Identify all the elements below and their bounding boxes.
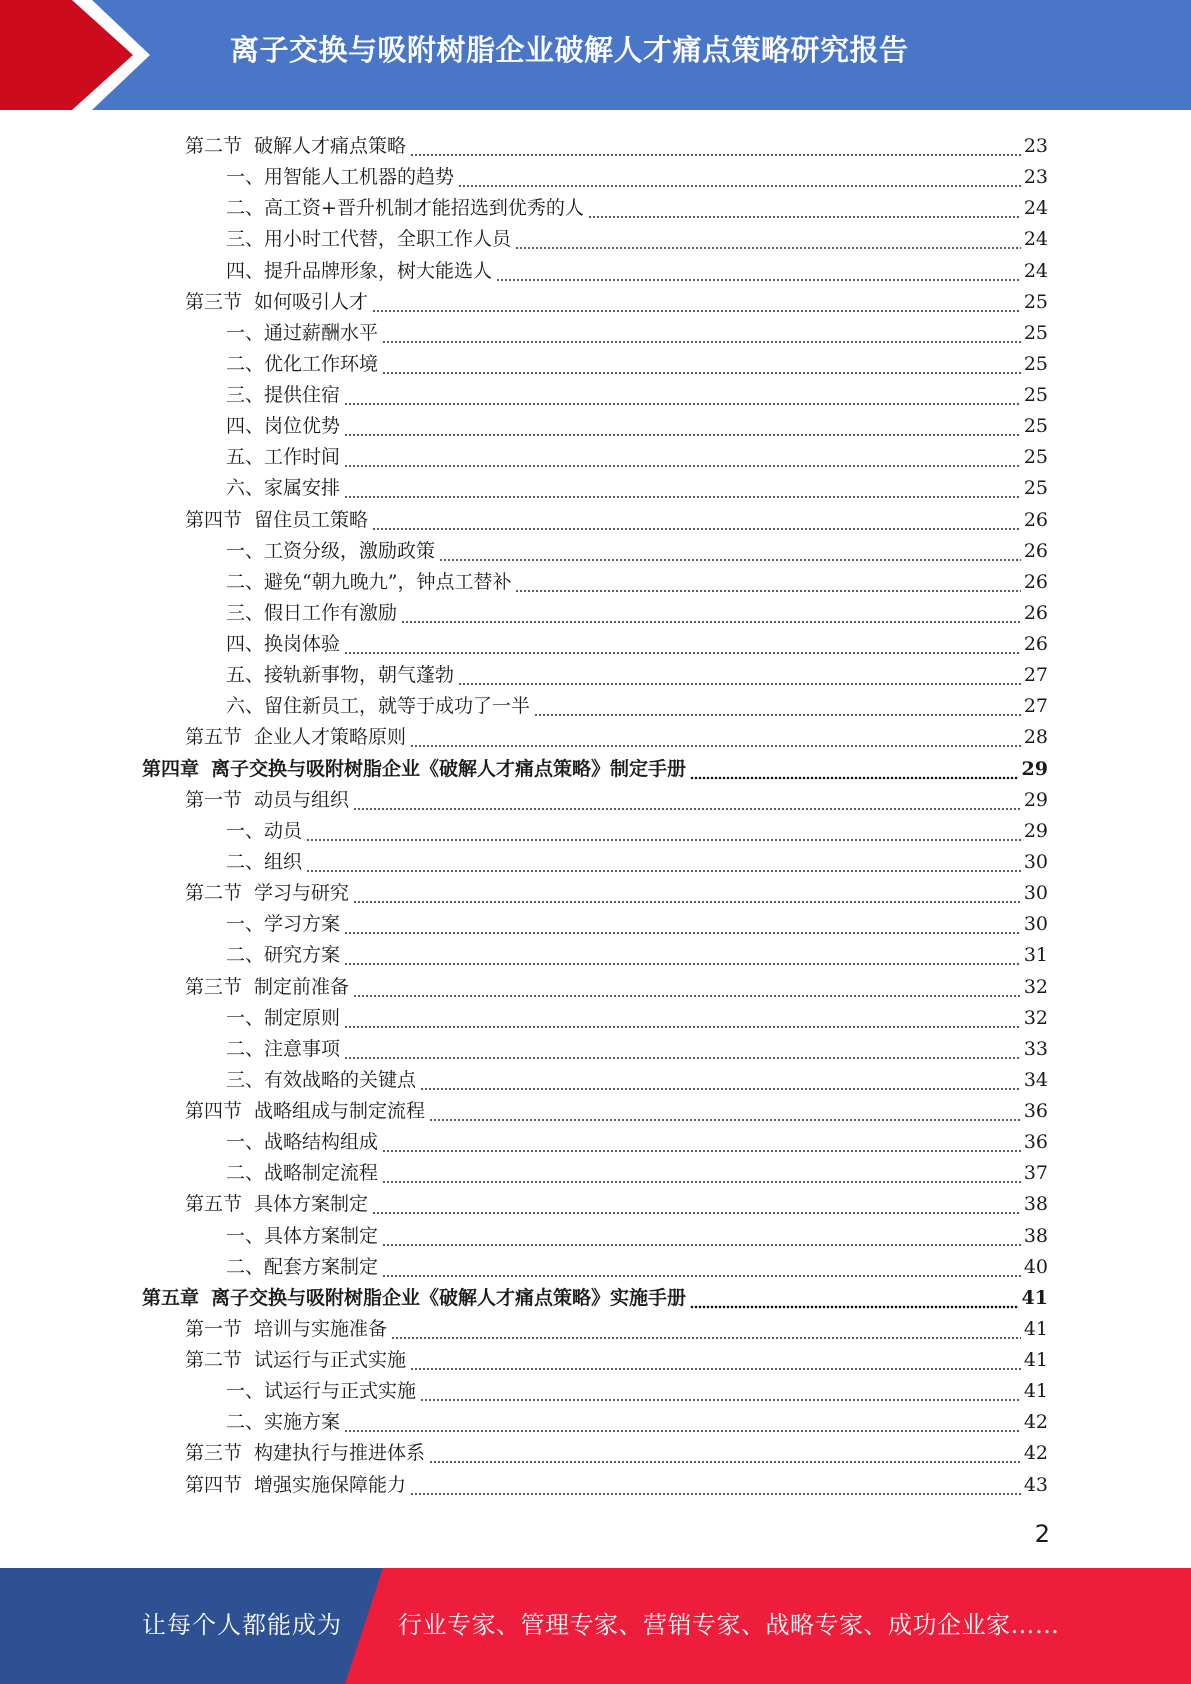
toc-dot-leader: [534, 694, 1021, 718]
toc-entry-number: 第四节: [185, 1100, 243, 1123]
toc-entry-title: 换岗体验: [264, 633, 341, 656]
toc-entry-number: 第三节: [185, 1442, 243, 1465]
toc-entry-title: 具体方案制定: [264, 1224, 379, 1247]
toc-entry-title: 破解人才痛点策略: [254, 135, 407, 157]
toc-entry-item[interactable]: [226, 1372, 1048, 1403]
toc-entry-section[interactable]: [185, 1434, 1048, 1465]
toc-dot-leader: [410, 1348, 1021, 1372]
toc-entry-page: 25: [1023, 446, 1048, 469]
toc-entry-section[interactable]: [185, 1341, 1048, 1372]
toc-entry-number: 一、: [226, 539, 265, 562]
toc-entry-page: 27: [1023, 664, 1048, 687]
document-title: 离子交换与吸附树脂企业破解人才痛点策略研究报告: [230, 33, 909, 67]
toc-entry-page: 28: [1023, 726, 1048, 749]
toc-entry-section[interactable]: [185, 501, 1048, 532]
footer-slogan-right: 行业专家、管理专家、营销专家、战略专家、成功企业家……: [398, 1611, 1060, 1639]
toc-dot-leader: [344, 1006, 1021, 1030]
toc-entry-number: 第三节: [185, 290, 243, 313]
toc-entry-section[interactable]: [185, 874, 1048, 905]
toc-entry-item[interactable]: [226, 999, 1048, 1030]
toc-entry-title: 制定前准备: [254, 975, 350, 998]
toc-entry-item[interactable]: [226, 252, 1048, 283]
toc-entry-page: 25: [1023, 352, 1048, 375]
toc-dot-leader: [382, 1130, 1021, 1154]
toc-entry-number: 第五节: [185, 726, 243, 749]
toc-entry-title: 离子交换与吸附树脂企业《破解人才痛点策略》实施手册: [211, 1286, 687, 1309]
toc-dot-leader: [344, 445, 1021, 469]
toc-entry-title: 工资分级，激励政策: [264, 539, 436, 562]
toc-entry-title: 注意事项: [264, 1037, 341, 1060]
toc-entry-title: 学习方案: [264, 913, 341, 936]
toc-dot-leader: [344, 1037, 1021, 1061]
toc-entry-title: 制定原则: [264, 1006, 341, 1029]
toc-entry-number: 二、: [226, 570, 265, 593]
toc-entry-title: 离子交换与吸附树脂企业《破解人才痛点策略》制定手册: [211, 757, 687, 780]
toc-dot-leader: [410, 134, 1021, 158]
toc-entry-page: 43: [1023, 1473, 1048, 1496]
toc-entry-chapter[interactable]: [142, 1279, 1048, 1310]
toc-dot-leader: [344, 943, 1021, 967]
toc-entry-item[interactable]: [226, 220, 1048, 251]
toc-entry-number: 四、: [226, 259, 265, 282]
toc-entry-number: 第四节: [185, 1473, 243, 1496]
toc-entry-number: 一、: [226, 166, 265, 189]
toc-entry-page: 36: [1023, 1131, 1048, 1154]
toc-entry-title: 战略组成与制定流程: [254, 1100, 426, 1123]
toc-entry-item[interactable]: [226, 189, 1048, 220]
toc-entry-page: 31: [1023, 944, 1048, 967]
toc-dot-leader: [344, 912, 1021, 936]
toc-dot-leader: [410, 1473, 1021, 1497]
page-header: [0, 0, 1191, 110]
toc-entry-page: 26: [1023, 508, 1048, 531]
toc-entry-number: 三、: [226, 228, 265, 251]
toc-entry-number: 第二节: [185, 135, 243, 157]
page-number: 2: [1034, 1520, 1050, 1548]
toc-entry-item[interactable]: [226, 1154, 1048, 1185]
toc-entry-page: 26: [1023, 633, 1048, 656]
toc-entry-item[interactable]: [226, 438, 1048, 469]
toc-entry-number: 第一节: [185, 788, 243, 811]
toc-entry-page: 32: [1023, 1006, 1048, 1029]
toc-entry-page: 38: [1023, 1224, 1048, 1247]
toc-dot-leader: [420, 1379, 1021, 1403]
toc-dot-leader: [515, 227, 1021, 251]
toc-entry-number: 第五节: [185, 1193, 243, 1216]
toc-entry-number: 第二节: [185, 882, 243, 905]
toc-dot-leader: [458, 663, 1021, 687]
toc-entry-page: 30: [1023, 882, 1048, 905]
toc-entry-number: 四、: [226, 633, 265, 656]
toc-entry-title: 动员: [264, 819, 303, 842]
toc-entry-title: 有效战略的关键点: [264, 1068, 417, 1091]
toc-entry-number: 五、: [226, 664, 265, 687]
toc-entry-title: 接轨新事物，朝气蓬勃: [264, 664, 455, 687]
toc-entry-page: 26: [1023, 539, 1048, 562]
toc-entry-item[interactable]: [226, 1030, 1048, 1061]
toc-dot-leader: [420, 1068, 1021, 1092]
toc-dot-leader: [306, 850, 1021, 874]
toc-entry-item[interactable]: [226, 687, 1048, 718]
footer-slogan-left: 让每个人都能成为: [142, 1611, 342, 1639]
toc-entry-page: 40: [1023, 1255, 1048, 1278]
toc-entry-page: 41: [1023, 1317, 1048, 1340]
toc-entry-page: 29: [1023, 788, 1048, 811]
toc-entry-page: 29: [1023, 819, 1048, 842]
toc-entry-page: 41: [1023, 1349, 1048, 1372]
toc-dot-leader: [391, 1317, 1021, 1341]
toc-entry-page: 25: [1023, 384, 1048, 407]
toc-entry-title: 高工资+晋升机制才能招选到优秀的人: [264, 197, 584, 220]
toc-dot-leader: [429, 1441, 1021, 1465]
toc-entry-title: 避免“朝九晚九”，钟点工替补: [264, 570, 512, 593]
toc-entry-title: 实施方案: [264, 1411, 341, 1434]
toc-dot-leader: [496, 259, 1021, 283]
toc-dot-leader: [515, 570, 1020, 594]
toc-entry-page: 25: [1023, 290, 1048, 313]
toc-entry-title: 优化工作环境: [264, 352, 379, 375]
toc-entry-number: 二、: [226, 1162, 265, 1185]
toc-entry-section[interactable]: [185, 127, 1048, 158]
toc-entry-page: 27: [1023, 695, 1048, 718]
toc-entry-section[interactable]: [185, 1185, 1048, 1216]
toc-dot-leader: [344, 632, 1021, 656]
toc-entry-page: 30: [1023, 850, 1048, 873]
toc-entry-title: 战略制定流程: [264, 1162, 379, 1185]
toc-entry-number: 一、: [226, 1380, 265, 1403]
toc-entry-title: 留住新员工，就等于成功了一半: [264, 695, 531, 718]
toc-entry-item[interactable]: [226, 1217, 1048, 1248]
toc-entry-section[interactable]: [185, 781, 1048, 812]
toc-dot-leader: [382, 1161, 1021, 1185]
toc-entry-number: 一、: [226, 1006, 265, 1029]
toc-entry-number: 二、: [226, 1255, 265, 1278]
toc-entry-item[interactable]: [226, 594, 1048, 625]
toc-entry-section[interactable]: [185, 1092, 1048, 1123]
toc-dot-leader: [382, 1255, 1021, 1279]
toc-entry-number: 一、: [226, 1131, 265, 1154]
toc-entry-number: 六、: [226, 695, 265, 718]
toc-entry-page: 26: [1023, 601, 1048, 624]
toc-entry-section[interactable]: [185, 968, 1048, 999]
toc-entry-title: 学习与研究: [254, 882, 350, 905]
toc-entry-item[interactable]: [226, 936, 1048, 967]
toc-entry-title: 培训与实施准备: [254, 1317, 388, 1340]
toc-entry-item[interactable]: [226, 407, 1048, 438]
toc-entry-page: 30: [1023, 913, 1048, 936]
toc-dot-leader: [372, 508, 1021, 532]
toc-entry-number: 五、: [226, 446, 265, 469]
toc-entry-item[interactable]: [226, 1403, 1048, 1434]
toc-entry-number: 第五章: [142, 1286, 200, 1309]
header-arrow-graphic: [0, 0, 170, 110]
toc-entry-page: 25: [1023, 415, 1048, 438]
toc-entry-title: 战略结构组成: [264, 1131, 379, 1154]
toc-entry-title: 假日工作有激励: [264, 601, 398, 624]
toc-entry-section[interactable]: [185, 1310, 1048, 1341]
toc-entry-item[interactable]: [226, 314, 1048, 345]
toc-entry-number: 二、: [226, 1411, 265, 1434]
toc-entry-number: 三、: [226, 601, 265, 624]
toc-entry-section[interactable]: [185, 1466, 1048, 1497]
toc-entry-page: 41: [1021, 1286, 1048, 1309]
toc-entry-item[interactable]: [226, 843, 1048, 874]
toc-entry-page: 42: [1023, 1411, 1048, 1434]
toc-dot-leader: [401, 601, 1021, 625]
toc-entry-number: 第四节: [185, 508, 243, 531]
toc-entry-title: 如何吸引人才: [254, 290, 369, 313]
toc-entry-item[interactable]: [226, 158, 1048, 189]
toc-entry-number: 一、: [226, 1224, 265, 1247]
toc-dot-leader: [382, 1224, 1021, 1248]
toc-dot-leader: [429, 1099, 1021, 1123]
toc-dot-leader: [382, 321, 1021, 345]
toc-dot-leader: [372, 1192, 1021, 1216]
toc-entry-number: 二、: [226, 197, 265, 220]
toc-dot-leader: [344, 383, 1021, 407]
toc-entry-page: 25: [1023, 321, 1048, 344]
toc-entry-number: 第三节: [185, 975, 243, 998]
toc-entry-title: 增强实施保障能力: [254, 1473, 407, 1496]
toc-entry-title: 家属安排: [264, 477, 341, 500]
toc-entry-item[interactable]: [226, 1248, 1048, 1279]
toc-dot-leader: [353, 881, 1021, 905]
toc-entry-number: 三、: [226, 384, 265, 407]
page-footer: [0, 1568, 1191, 1684]
toc-dot-leader: [353, 788, 1021, 812]
toc-entry-title: 企业人才策略原则: [254, 726, 407, 749]
toc-dot-leader: [344, 476, 1021, 500]
toc-entry-title: 用智能人工机器的趋势: [264, 166, 455, 189]
toc-entry-page: 41: [1023, 1380, 1048, 1403]
toc-entry-item[interactable]: [226, 625, 1048, 656]
toc-entry-item[interactable]: [226, 905, 1048, 936]
toc-entry-title: 试运行与正式实施: [264, 1380, 417, 1403]
toc-entry-title: 留住员工策略: [254, 508, 369, 531]
toc-dot-leader: [690, 757, 1019, 781]
toc-dot-leader: [372, 290, 1021, 314]
toc-entry-item[interactable]: [226, 532, 1048, 563]
toc-entry-number: 六、: [226, 477, 265, 500]
toc-entry-section[interactable]: [185, 283, 1048, 314]
toc-entry-page: 26: [1023, 570, 1048, 593]
toc-entry-number: 三、: [226, 1068, 265, 1091]
toc-entry-page: 23: [1023, 135, 1048, 157]
toc-entry-section[interactable]: [185, 718, 1048, 749]
toc-dot-leader: [353, 975, 1021, 999]
toc-entry-page: 42: [1023, 1442, 1048, 1465]
toc-entry-number: 二、: [226, 944, 265, 967]
toc-entry-page: 23: [1023, 166, 1048, 189]
toc-dot-leader: [458, 165, 1021, 189]
toc-dot-leader: [344, 414, 1021, 438]
toc-entry-number: 第一节: [185, 1317, 243, 1340]
toc-entry-title: 研究方案: [264, 944, 341, 967]
toc-entry-item[interactable]: [226, 656, 1048, 687]
toc-dot-leader: [344, 1410, 1021, 1434]
toc-entry-number: 第四章: [142, 757, 200, 780]
toc-entry-item[interactable]: [226, 376, 1048, 407]
toc-entry-title: 组织: [264, 850, 303, 873]
toc-entry-item[interactable]: [226, 469, 1048, 500]
toc-entry-page: 38: [1023, 1193, 1048, 1216]
toc-entry-page: 37: [1023, 1162, 1048, 1185]
toc-entry-page: 29: [1021, 757, 1048, 780]
toc-entry-title: 构建执行与推进体系: [254, 1442, 426, 1465]
toc-entry-page: 36: [1023, 1100, 1048, 1123]
toc-entry-item[interactable]: [226, 1123, 1048, 1154]
toc-entry-number: 二、: [226, 352, 265, 375]
toc-entry-title: 用小时工代替，全职工作人员: [264, 228, 512, 251]
toc-entry-title: 提升品牌形象，树大能选人: [264, 259, 493, 282]
toc-dot-leader: [588, 196, 1021, 220]
toc-entry-title: 具体方案制定: [254, 1193, 369, 1216]
toc-entry-item[interactable]: [226, 345, 1048, 376]
toc-entry-number: 一、: [226, 819, 265, 842]
toc-entry-title: 岗位优势: [264, 415, 341, 438]
toc-entry-page: 24: [1023, 197, 1048, 220]
toc-entry-title: 工作时间: [264, 446, 341, 469]
toc-entry-number: 第二节: [185, 1349, 243, 1372]
toc-entry-number: 四、: [226, 415, 265, 438]
toc-entry-page: 32: [1023, 975, 1048, 998]
toc-entry-item[interactable]: [226, 563, 1048, 594]
toc-entry-title: 通过薪酬水平: [264, 321, 379, 344]
toc-entry-number: 二、: [226, 850, 265, 873]
toc-dot-leader: [690, 1286, 1019, 1310]
toc-entry-number: 一、: [226, 913, 265, 936]
toc-entry-number: 一、: [226, 321, 265, 344]
toc-entry-title: 提供住宿: [264, 384, 341, 407]
toc-dot-leader: [382, 352, 1021, 376]
toc-entry-chapter[interactable]: [142, 750, 1048, 781]
toc-entry-title: 配套方案制定: [264, 1255, 379, 1278]
toc-dot-leader: [306, 819, 1021, 843]
toc-entry-title: 动员与组织: [254, 788, 350, 811]
toc-entry-page: 25: [1023, 477, 1048, 500]
toc-dot-leader: [410, 725, 1021, 749]
toc-entry-page: 24: [1023, 259, 1048, 282]
toc-entry-page: 33: [1023, 1037, 1048, 1060]
toc-entry-number: 二、: [226, 1037, 265, 1060]
toc-entry-item[interactable]: [226, 1061, 1048, 1092]
toc-entry-item[interactable]: [226, 812, 1048, 843]
toc-entry-title: 试运行与正式实施: [254, 1349, 407, 1372]
toc-dot-leader: [439, 539, 1021, 563]
toc-entry-page: 24: [1023, 228, 1048, 251]
toc-entry-page: 34: [1023, 1068, 1048, 1091]
